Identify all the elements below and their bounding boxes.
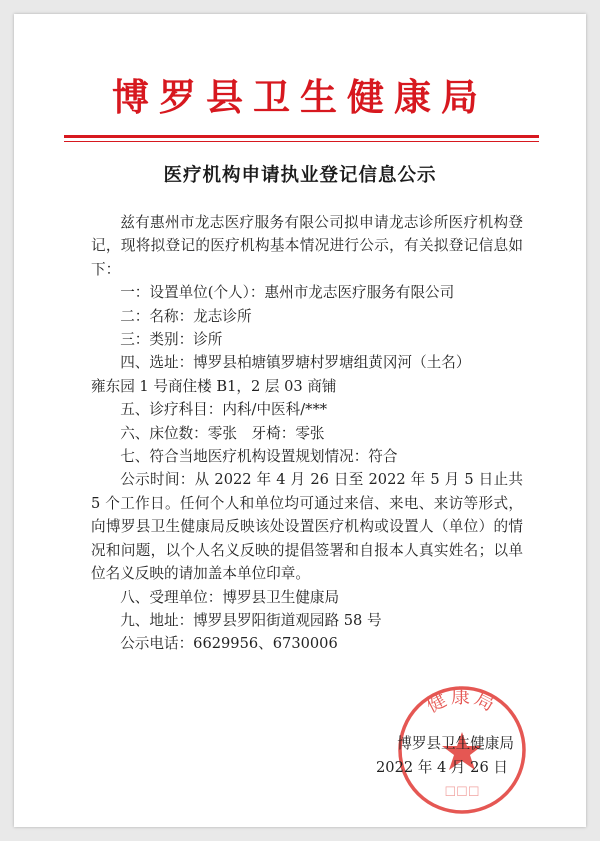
svg-text:健康局: 健康局: [423, 685, 501, 718]
signature-date: 2022 年 4 月 26 日: [376, 758, 508, 776]
item-1: 一：设置单位(个人）：惠州市龙志医疗服务有限公司: [120, 284, 455, 302]
intro-paragraph: 兹有惠州市龙志医疗服务有限公司拟申请龙志诊所医疗机构登记，现将拟登记的医疗机构基本情况进行公示，有关拟登记信息如下：: [91, 214, 523, 278]
masthead-rule-thick: [64, 135, 539, 138]
item-8: 八、受理单位：博罗县卫生健康局: [120, 588, 340, 606]
signature-block: [376, 732, 514, 779]
item-4-continued: 雍东园 1 号商住楼 B1，2 层 03 商铺: [91, 377, 337, 395]
item-4: 四、选址：博罗县柏塘镇罗塘村罗塘组黄冈河（土名）: [120, 354, 471, 372]
item-6: 六、床位数：零张 牙椅：零张: [120, 424, 325, 442]
item-3: 三：类别：诊所: [120, 331, 223, 349]
notice-period-paragraph: 公示时间：从 2022 年 4 月 26 日至 2022 年 5 月 5 日止共 5 个工作日。任何个人和单位均可通过来信、来电、来访等形式，向博罗县卫生健康局反映该处设置医疗机构或设置人（单位）的情况和问题，以个人名义反映的提倡签署和自报本人真实姓名；以单位名义反映的请加盖本单位印章。: [91, 471, 523, 583]
svg-text:☐☐☐: ☐☐☐: [444, 785, 480, 800]
contact-phone: 公示电话：6629956、6730006: [120, 635, 338, 653]
signature-org: 博罗县卫生健康局: [397, 735, 514, 752]
masthead-rule-thin: [64, 141, 539, 142]
masthead-title: 博罗县卫生健康局: [112, 75, 488, 119]
document-page: [14, 14, 586, 827]
item-5: 五、诊疗科目：内科/中医科/***: [120, 401, 328, 419]
document-body: [91, 211, 523, 656]
item-7: 七、符合当地医疗机构设置规划情况：符合: [120, 448, 398, 466]
document-title: 医疗机构申请执业登记信息公示: [163, 165, 437, 186]
item-9: 九、地址：博罗县罗阳街道观园路 58 号: [120, 611, 382, 629]
item-2: 二：名称：龙志诊所: [120, 307, 252, 325]
